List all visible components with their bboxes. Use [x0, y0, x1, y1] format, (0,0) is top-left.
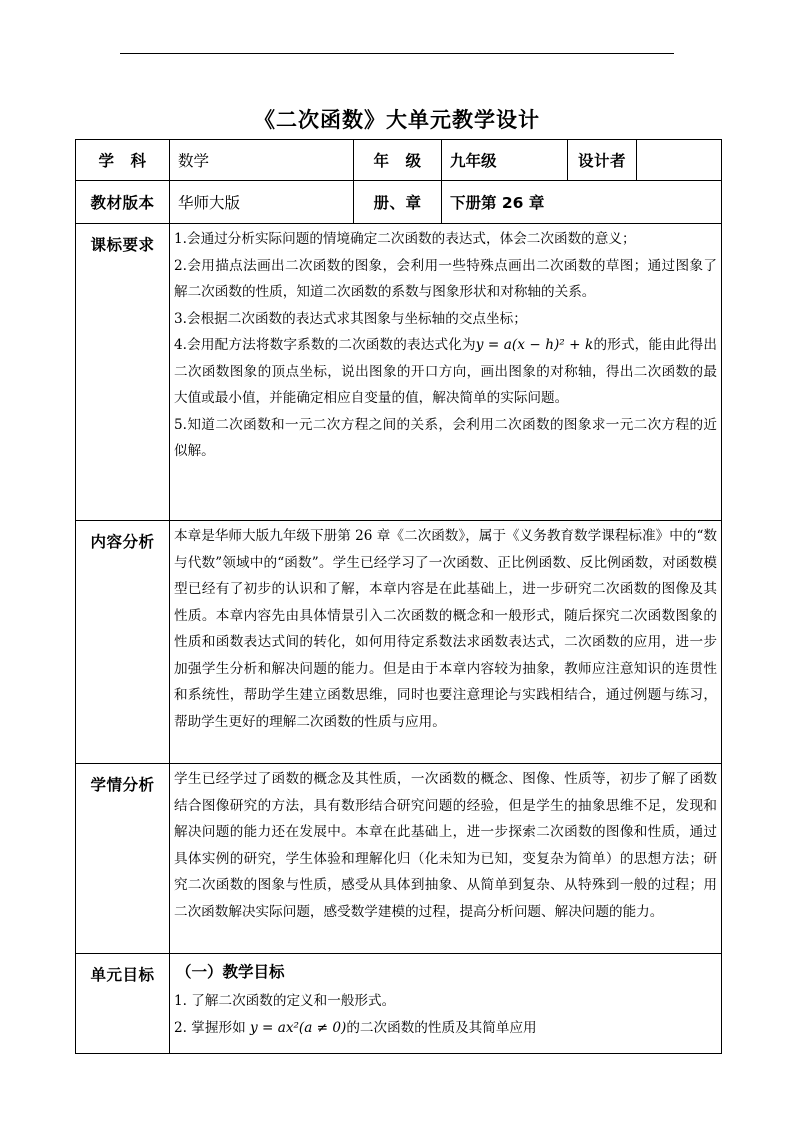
row-curriculum	[76, 224, 722, 521]
curriculum-item-4-prefix: 4.会用配方法将数字系数的二次函数的表达式化为	[174, 337, 476, 353]
row-student-analysis	[76, 764, 722, 954]
content-analysis-text: 本章是华师大版九年级下册第 26 章《二次函数》，属于《义务教育数学课程标准》中的“数与代数”领域中的“函数”。学生已经学习了一次函数、正比例函数、反比例函数，对函数模型已经有了初步的认识和了解，本章内容是在此基础上，进一步研究二次函数的图像及其性质。本章内容先由具体情景引入二次函数的概念和一般形式，随后探究二次函数图象的性质和函数表达式间的转化，如何用待定系数法求函数表达式，二次函数的应用，进一步加强学生分析和解决问题的能力。但是由于本章内容较为抽象，教师应注意知识的连贯性和系统性，帮助学生建立函数思维，同时也要注意理论与实践相结合，通过例题与练习，帮助学生更好的理解二次函数的性质与应用。	[170, 521, 722, 764]
goal-item-2	[174, 1015, 717, 1042]
curriculum-item-5: 5.知道二次函数和一元二次方程之间的关系，会利用二次函数的图象求一元二次方程的近似解。	[174, 416, 717, 459]
curriculum-item-4	[174, 332, 717, 412]
chapter-label: 册、章	[354, 181, 442, 224]
goal-item-1: 1. 了解二次函数的定义和一般形式。	[174, 993, 396, 1009]
curriculum-item-4-suffix: 的形式，能由此得出二次函数图象的顶点坐标，说出图象的开口方向，画出图象的对称轴，得出二次函数的最大值或最小值，并能确定相应自变量的值，解决简单的实际问题。	[174, 337, 718, 406]
curriculum-item-2: 2.会用描点法画出二次函数的图象，会利用一些特殊点画出二次函数的草图；通过图象了解二次函数的性质，知道二次函数的系数与图象形状和对称轴的关系。	[174, 257, 717, 300]
designer-label: 设计者	[568, 140, 637, 181]
document-title: 《二次函数》大单元教学设计	[254, 108, 540, 132]
chapter-value: 下册第 26 章	[442, 181, 722, 224]
subject-value: 数学	[170, 140, 354, 181]
subject-label: 学 科	[76, 140, 170, 181]
student-analysis-text: 学生已经学过了函数的概念及其性质，一次函数的概念、图像、性质等，初步了解了函数结合图像研究的方法，具有数形结合研究问题的经验，但是学生的抽象思维不足，发现和解决问题的能力还在发展中。本章在此基础上，进一步探索二次函数的图像和性质，通过具体实例的研究，学生体验和理解化归（化未知为已知，变复杂为简单）的思想方法；研究二次函数的图象与性质，感受从具体到抽象、从简单到复杂、从特殊到一般的过程；用二次函数解决实际问题，感受数学建模的过程，提高分析问题、解决问题的能力。	[170, 764, 722, 954]
row-unit-goals	[76, 954, 722, 1054]
header-rule	[120, 53, 674, 54]
unit-goals-label: 单元目标	[76, 954, 170, 1054]
goal-item-2-suffix: 的二次函数的性质及其简单应用	[346, 1019, 537, 1036]
unit-goals-text	[170, 954, 722, 1054]
designer-value	[637, 140, 722, 181]
student-analysis-label: 学情分析	[76, 764, 170, 954]
edition-label: 教材版本	[76, 181, 170, 224]
curriculum-item-3: 3.会根据二次函数的表达式求其图象与坐标轴的交点坐标；	[174, 310, 527, 327]
design-table	[75, 139, 722, 1054]
content-analysis-label: 内容分析	[76, 521, 170, 764]
row-subject	[76, 140, 722, 181]
grade-value: 九年级	[442, 140, 568, 181]
grade-label: 年 级	[354, 140, 442, 181]
edition-value: 华师大版	[170, 181, 354, 224]
quadratic-formula: y = ax²(a ≠ 0)	[250, 1019, 347, 1036]
teaching-goals-heading: （一）教学目标	[176, 963, 285, 981]
goal-item-2-prefix: 2. 掌握形如	[174, 1019, 250, 1036]
curriculum-text	[170, 224, 722, 521]
row-edition	[76, 181, 722, 224]
curriculum-label: 课标要求	[76, 224, 170, 521]
vertex-form-formula: y = a(x − h)² + k	[475, 337, 594, 353]
row-content-analysis	[76, 521, 722, 764]
curriculum-item-1: 1.会通过分析实际问题的情境确定二次函数的表达式，体会二次函数的意义；	[174, 231, 636, 247]
